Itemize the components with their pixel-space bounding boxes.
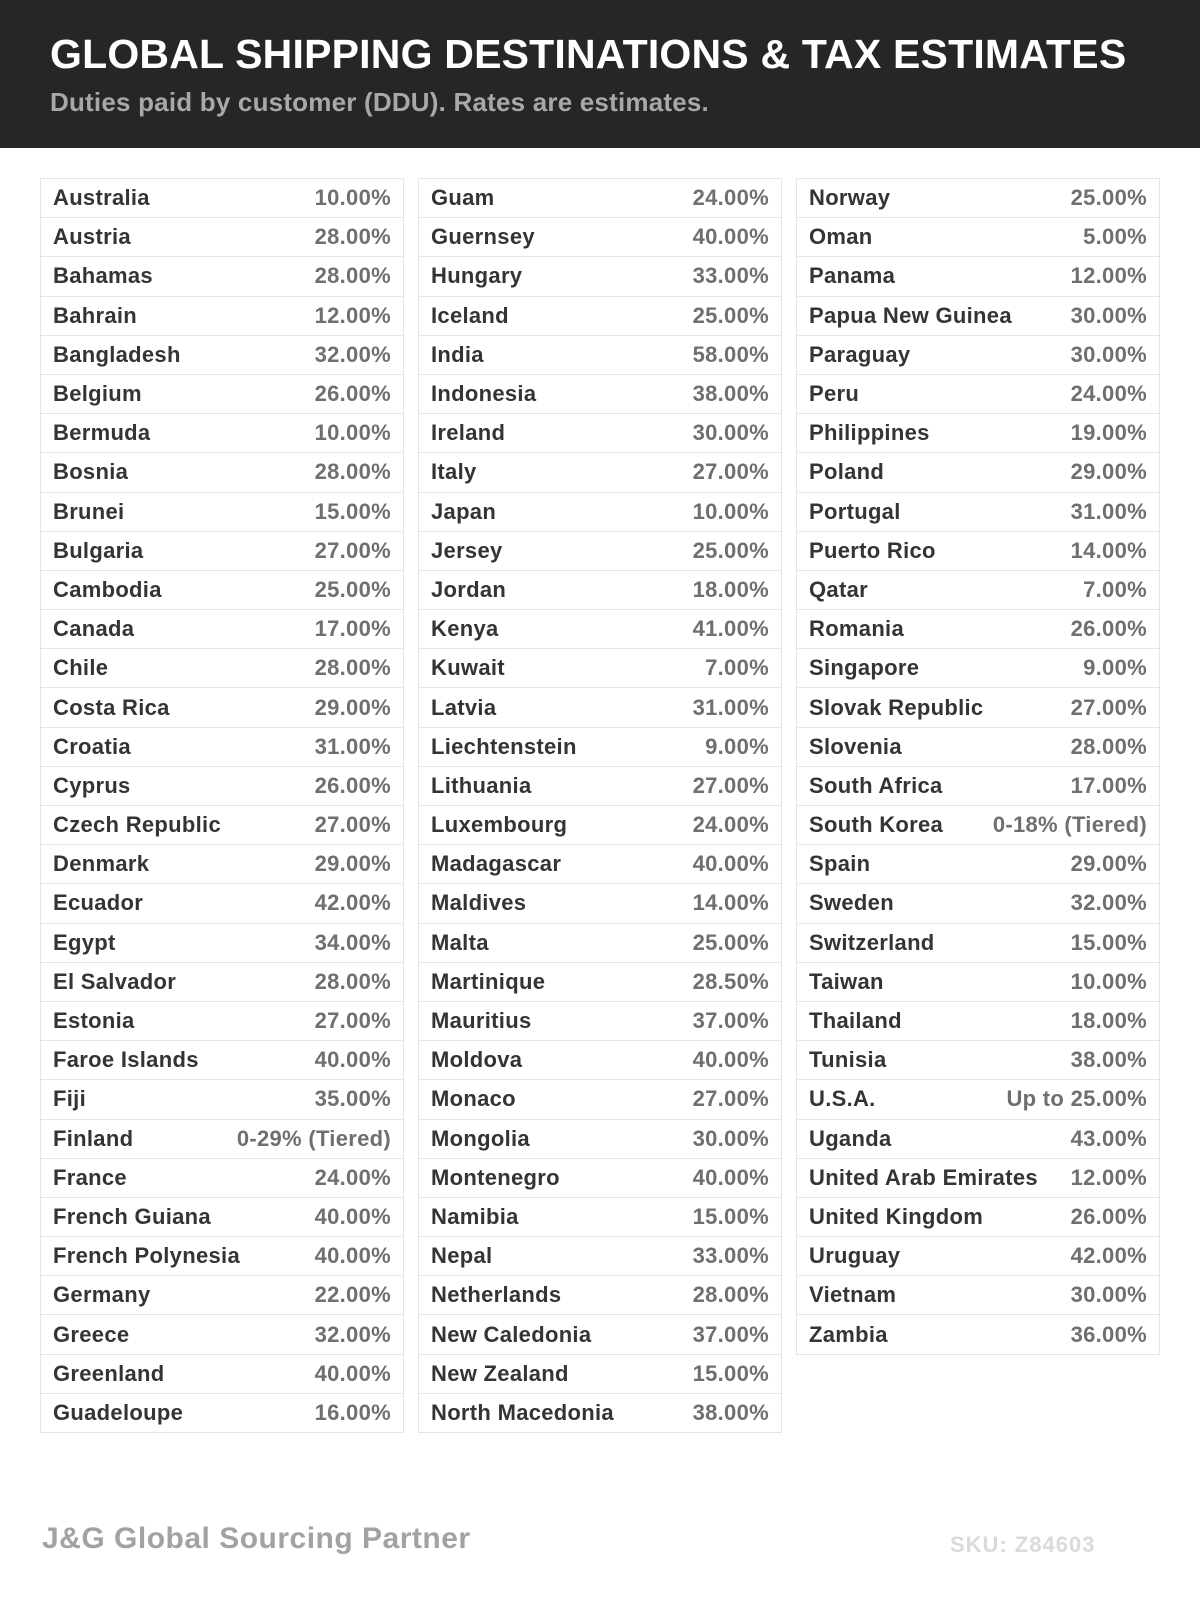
table-row bbox=[797, 1159, 1159, 1198]
table-row bbox=[41, 257, 403, 296]
rate-value: 37.00% bbox=[692, 1321, 769, 1347]
table-row bbox=[797, 1080, 1159, 1119]
table-row bbox=[41, 297, 403, 336]
table-row bbox=[419, 297, 781, 336]
country-name: French Polynesia bbox=[53, 1243, 240, 1269]
country-name: Faroe Islands bbox=[53, 1047, 199, 1073]
country-name: New Zealand bbox=[431, 1360, 569, 1386]
country-name: Luxembourg bbox=[431, 812, 568, 838]
table-row bbox=[797, 1315, 1159, 1354]
country-name: Austria bbox=[53, 224, 131, 250]
country-name: Martinique bbox=[431, 968, 546, 994]
country-name: Australia bbox=[53, 185, 150, 211]
table-row bbox=[419, 688, 781, 727]
table-row bbox=[419, 845, 781, 884]
country-name: Moldova bbox=[431, 1047, 523, 1073]
rate-value: 7.00% bbox=[705, 655, 769, 681]
country-name: South Africa bbox=[809, 772, 943, 798]
rate-value: 14.00% bbox=[1070, 537, 1147, 563]
country-name: Fiji bbox=[53, 1086, 86, 1112]
rate-value: 33.00% bbox=[692, 1243, 769, 1269]
rate-value: 25.00% bbox=[692, 929, 769, 955]
rate-value: 40.00% bbox=[692, 1164, 769, 1190]
rate-value: 28.00% bbox=[314, 263, 391, 289]
rate-value: 28.00% bbox=[692, 1282, 769, 1308]
rate-value: 40.00% bbox=[692, 224, 769, 250]
rate-value: 38.00% bbox=[692, 1399, 769, 1425]
country-name: Croatia bbox=[53, 733, 131, 759]
country-name: Greenland bbox=[53, 1360, 165, 1386]
country-name: Namibia bbox=[431, 1203, 519, 1229]
table-row bbox=[41, 884, 403, 923]
rate-value: 27.00% bbox=[692, 1086, 769, 1112]
table-row bbox=[419, 532, 781, 571]
table-row bbox=[41, 767, 403, 806]
table-row bbox=[797, 767, 1159, 806]
country-name: Ireland bbox=[431, 420, 506, 446]
rate-value: 10.00% bbox=[314, 420, 391, 446]
rate-value: 10.00% bbox=[1070, 968, 1147, 994]
table-row bbox=[797, 688, 1159, 727]
rate-value: 43.00% bbox=[1070, 1125, 1147, 1151]
rate-value: 40.00% bbox=[314, 1243, 391, 1269]
table-row bbox=[797, 257, 1159, 296]
rate-value: 27.00% bbox=[692, 772, 769, 798]
table-row bbox=[41, 179, 403, 218]
country-name: Chile bbox=[53, 655, 109, 681]
country-name: Sweden bbox=[809, 890, 894, 916]
rate-value: 32.00% bbox=[314, 1321, 391, 1347]
country-name: Oman bbox=[809, 224, 873, 250]
table-row bbox=[797, 532, 1159, 571]
country-name: North Macedonia bbox=[431, 1399, 614, 1425]
table-row bbox=[419, 610, 781, 649]
table-row bbox=[419, 924, 781, 963]
rate-value: 29.00% bbox=[1070, 851, 1147, 877]
rate-value: 42.00% bbox=[1070, 1243, 1147, 1269]
table-row bbox=[41, 728, 403, 767]
rate-value: 28.00% bbox=[314, 459, 391, 485]
table-row bbox=[41, 1355, 403, 1394]
rate-value: Up to 25.00% bbox=[1006, 1086, 1147, 1112]
table-row bbox=[41, 453, 403, 492]
table-row bbox=[41, 532, 403, 571]
rate-value: 26.00% bbox=[1070, 616, 1147, 642]
rate-value: 9.00% bbox=[1083, 655, 1147, 681]
table-row bbox=[41, 414, 403, 453]
rate-value: 38.00% bbox=[692, 381, 769, 407]
country-name: Slovak Republic bbox=[809, 694, 984, 720]
country-name: Portugal bbox=[809, 498, 901, 524]
country-name: France bbox=[53, 1164, 127, 1190]
rate-value: 5.00% bbox=[1083, 224, 1147, 250]
country-name: Monaco bbox=[431, 1086, 516, 1112]
table-row bbox=[41, 610, 403, 649]
country-name: New Caledonia bbox=[431, 1321, 592, 1347]
country-name: Lithuania bbox=[431, 772, 532, 798]
rate-value: 40.00% bbox=[314, 1047, 391, 1073]
country-name: Iceland bbox=[431, 302, 509, 328]
rate-value: 10.00% bbox=[692, 498, 769, 524]
table-row bbox=[419, 1002, 781, 1041]
rate-value: 27.00% bbox=[314, 1008, 391, 1034]
rate-value: 27.00% bbox=[692, 459, 769, 485]
rate-value: 15.00% bbox=[692, 1203, 769, 1229]
table-row bbox=[797, 453, 1159, 492]
rate-value: 12.00% bbox=[1070, 263, 1147, 289]
country-name: Belgium bbox=[53, 381, 142, 407]
table-row bbox=[41, 375, 403, 414]
rate-value: 16.00% bbox=[314, 1399, 391, 1425]
table-row bbox=[41, 1159, 403, 1198]
table-row bbox=[41, 1394, 403, 1433]
rates-column-1 bbox=[40, 178, 404, 1433]
country-name: Estonia bbox=[53, 1008, 135, 1034]
country-name: Finland bbox=[53, 1125, 134, 1151]
country-name: Madagascar bbox=[431, 851, 562, 877]
table-row bbox=[797, 336, 1159, 375]
table-row bbox=[41, 1198, 403, 1237]
rate-value: 0-29% (Tiered) bbox=[236, 1125, 391, 1151]
table-row bbox=[41, 1120, 403, 1159]
rate-value: 35.00% bbox=[314, 1086, 391, 1112]
rate-value: 18.00% bbox=[1070, 1008, 1147, 1034]
table-row bbox=[41, 1276, 403, 1315]
rate-value: 28.00% bbox=[314, 968, 391, 994]
rate-value: 30.00% bbox=[1070, 302, 1147, 328]
country-name: Germany bbox=[53, 1282, 151, 1308]
table-row bbox=[419, 1198, 781, 1237]
table-row bbox=[41, 688, 403, 727]
table-row bbox=[419, 1159, 781, 1198]
rate-value: 40.00% bbox=[314, 1203, 391, 1229]
table-row bbox=[419, 453, 781, 492]
country-name: Brunei bbox=[53, 498, 125, 524]
rate-value: 31.00% bbox=[692, 694, 769, 720]
country-name: United Arab Emirates bbox=[809, 1164, 1038, 1190]
country-name: Kuwait bbox=[431, 655, 505, 681]
country-name: Tunisia bbox=[809, 1047, 887, 1073]
header-banner bbox=[0, 0, 1200, 148]
table-row bbox=[797, 414, 1159, 453]
country-name: Vietnam bbox=[809, 1282, 897, 1308]
rate-value: 40.00% bbox=[692, 1047, 769, 1073]
sku-label: SKU: Z84603 bbox=[950, 1532, 1096, 1557]
country-name: Canada bbox=[53, 616, 135, 642]
table-row bbox=[797, 1198, 1159, 1237]
table-row bbox=[419, 1276, 781, 1315]
table-row bbox=[797, 571, 1159, 610]
rates-column-3 bbox=[796, 178, 1160, 1355]
table-row bbox=[419, 649, 781, 688]
country-name: Peru bbox=[809, 381, 860, 407]
country-name: Bangladesh bbox=[53, 341, 181, 367]
table-row bbox=[419, 1041, 781, 1080]
rate-value: 9.00% bbox=[705, 733, 769, 759]
table-row bbox=[797, 179, 1159, 218]
country-name: Liechtenstein bbox=[431, 733, 577, 759]
table-row bbox=[419, 767, 781, 806]
country-name: Egypt bbox=[53, 929, 116, 955]
table-row bbox=[419, 1080, 781, 1119]
rate-value: 27.00% bbox=[314, 537, 391, 563]
country-name: Cyprus bbox=[53, 772, 131, 798]
country-name: Bulgaria bbox=[53, 537, 144, 563]
rate-value: 17.00% bbox=[314, 616, 391, 642]
table-row bbox=[419, 806, 781, 845]
table-row bbox=[41, 924, 403, 963]
rate-value: 26.00% bbox=[314, 381, 391, 407]
country-name: Mauritius bbox=[431, 1008, 532, 1034]
table-row bbox=[419, 336, 781, 375]
country-name: Malta bbox=[431, 929, 489, 955]
rate-value: 30.00% bbox=[692, 1125, 769, 1151]
country-name: Taiwan bbox=[809, 968, 884, 994]
country-name: Puerto Rico bbox=[809, 537, 936, 563]
table-row bbox=[419, 1120, 781, 1159]
rate-value: 30.00% bbox=[1070, 341, 1147, 367]
country-name: Bermuda bbox=[53, 420, 151, 446]
table-row bbox=[419, 571, 781, 610]
rate-value: 25.00% bbox=[1070, 185, 1147, 211]
table-row bbox=[797, 806, 1159, 845]
rate-value: 28.00% bbox=[314, 655, 391, 681]
country-name: Paraguay bbox=[809, 341, 911, 367]
rate-value: 40.00% bbox=[692, 851, 769, 877]
country-name: Jordan bbox=[431, 576, 507, 602]
rate-value: 40.00% bbox=[314, 1360, 391, 1386]
rates-column-2 bbox=[418, 178, 782, 1433]
rate-value: 15.00% bbox=[692, 1360, 769, 1386]
country-name: Indonesia bbox=[431, 381, 537, 407]
rate-value: 14.00% bbox=[692, 890, 769, 916]
country-name: Spain bbox=[809, 851, 871, 877]
table-row bbox=[797, 297, 1159, 336]
country-name: Norway bbox=[809, 185, 891, 211]
country-name: Nepal bbox=[431, 1243, 493, 1269]
country-name: Panama bbox=[809, 263, 896, 289]
table-row bbox=[797, 963, 1159, 1002]
country-name: Italy bbox=[431, 459, 477, 485]
table-row bbox=[797, 493, 1159, 532]
country-name: Japan bbox=[431, 498, 497, 524]
table-row bbox=[41, 1237, 403, 1276]
table-row bbox=[41, 649, 403, 688]
rate-value: 24.00% bbox=[1070, 381, 1147, 407]
rate-value: 12.00% bbox=[1070, 1164, 1147, 1190]
table-row bbox=[419, 218, 781, 257]
table-row bbox=[419, 179, 781, 218]
rate-value: 25.00% bbox=[314, 576, 391, 602]
rate-value: 32.00% bbox=[314, 341, 391, 367]
country-name: U.S.A. bbox=[809, 1086, 876, 1112]
rate-value: 10.00% bbox=[314, 185, 391, 211]
rate-value: 7.00% bbox=[1083, 576, 1147, 602]
country-name: Uruguay bbox=[809, 1243, 901, 1269]
table-row bbox=[797, 728, 1159, 767]
table-row bbox=[797, 375, 1159, 414]
table-row bbox=[797, 610, 1159, 649]
table-row bbox=[797, 1041, 1159, 1080]
page-title: GLOBAL SHIPPING DESTINATIONS & TAX ESTIMATES bbox=[50, 30, 1127, 77]
country-name: Bosnia bbox=[53, 459, 129, 485]
rate-value: 19.00% bbox=[1070, 420, 1147, 446]
rate-value: 34.00% bbox=[314, 929, 391, 955]
country-name: Zambia bbox=[809, 1321, 888, 1347]
rate-value: 28.00% bbox=[1070, 733, 1147, 759]
country-name: United Kingdom bbox=[809, 1203, 984, 1229]
brand-name: J&G Global Sourcing Partner bbox=[42, 1522, 471, 1555]
country-name: El Salvador bbox=[53, 968, 177, 994]
rate-value: 37.00% bbox=[692, 1008, 769, 1034]
country-name: Hungary bbox=[431, 263, 523, 289]
rate-value: 27.00% bbox=[1070, 694, 1147, 720]
country-name: Latvia bbox=[431, 694, 497, 720]
country-name: Switzerland bbox=[809, 929, 935, 955]
table-row bbox=[419, 963, 781, 1002]
country-name: Netherlands bbox=[431, 1282, 562, 1308]
country-name: Greece bbox=[53, 1321, 130, 1347]
rate-value: 25.00% bbox=[692, 537, 769, 563]
table-row bbox=[797, 218, 1159, 257]
table-row bbox=[419, 257, 781, 296]
country-name: Slovenia bbox=[809, 733, 902, 759]
table-row bbox=[41, 493, 403, 532]
rate-value: 42.00% bbox=[314, 890, 391, 916]
rate-value: 25.00% bbox=[692, 302, 769, 328]
country-name: French Guiana bbox=[53, 1203, 211, 1229]
country-name: Denmark bbox=[53, 851, 150, 877]
country-name: Cambodia bbox=[53, 576, 162, 602]
country-name: Thailand bbox=[809, 1008, 902, 1034]
rate-value: 26.00% bbox=[1070, 1203, 1147, 1229]
table-row bbox=[419, 414, 781, 453]
country-name: Kenya bbox=[431, 616, 499, 642]
rate-value: 15.00% bbox=[314, 498, 391, 524]
country-name: Jersey bbox=[431, 537, 503, 563]
country-name: Bahamas bbox=[53, 263, 153, 289]
table-row bbox=[41, 806, 403, 845]
country-name: Romania bbox=[809, 616, 905, 642]
rate-value: 29.00% bbox=[314, 851, 391, 877]
rate-value: 27.00% bbox=[314, 812, 391, 838]
rate-value: 38.00% bbox=[1070, 1047, 1147, 1073]
country-name: Bahrain bbox=[53, 302, 138, 328]
rate-value: 24.00% bbox=[314, 1164, 391, 1190]
table-row bbox=[797, 845, 1159, 884]
rate-value: 12.00% bbox=[314, 302, 391, 328]
country-name: Uganda bbox=[809, 1125, 892, 1151]
country-name: Poland bbox=[809, 459, 885, 485]
table-row bbox=[41, 1002, 403, 1041]
table-row bbox=[419, 884, 781, 923]
country-name: Costa Rica bbox=[53, 694, 170, 720]
rate-value: 29.00% bbox=[314, 694, 391, 720]
rates-table bbox=[40, 178, 1160, 1433]
rate-value: 15.00% bbox=[1070, 929, 1147, 955]
table-row bbox=[419, 728, 781, 767]
rate-value: 41.00% bbox=[692, 616, 769, 642]
rate-value: 18.00% bbox=[692, 576, 769, 602]
table-row bbox=[41, 1080, 403, 1119]
rate-value: 31.00% bbox=[1070, 498, 1147, 524]
rate-value: 24.00% bbox=[692, 812, 769, 838]
rate-value: 28.00% bbox=[314, 224, 391, 250]
country-name: Maldives bbox=[431, 890, 527, 916]
rate-value: 29.00% bbox=[1070, 459, 1147, 485]
country-name: India bbox=[431, 341, 484, 367]
rate-value: 31.00% bbox=[314, 733, 391, 759]
rate-value: 36.00% bbox=[1070, 1321, 1147, 1347]
table-row bbox=[41, 845, 403, 884]
table-row bbox=[41, 336, 403, 375]
table-row bbox=[419, 493, 781, 532]
country-name: Ecuador bbox=[53, 890, 144, 916]
table-row bbox=[797, 1276, 1159, 1315]
table-row bbox=[41, 963, 403, 1002]
rate-value: 32.00% bbox=[1070, 890, 1147, 916]
country-name: Qatar bbox=[809, 576, 868, 602]
table-row bbox=[41, 1041, 403, 1080]
country-name: Guam bbox=[431, 185, 495, 211]
table-row bbox=[797, 1002, 1159, 1041]
table-row bbox=[41, 218, 403, 257]
table-row bbox=[419, 1355, 781, 1394]
rate-value: 26.00% bbox=[314, 772, 391, 798]
table-row bbox=[797, 1237, 1159, 1276]
rate-value: 30.00% bbox=[692, 420, 769, 446]
table-row bbox=[797, 1120, 1159, 1159]
table-row bbox=[41, 1315, 403, 1354]
rate-value: 17.00% bbox=[1070, 772, 1147, 798]
country-name: Guadeloupe bbox=[53, 1399, 184, 1425]
table-row bbox=[419, 375, 781, 414]
table-row bbox=[419, 1237, 781, 1276]
country-name: Czech Republic bbox=[53, 812, 222, 838]
country-name: Papua New Guinea bbox=[809, 302, 1012, 328]
rate-value: 22.00% bbox=[314, 1282, 391, 1308]
rate-value: 58.00% bbox=[692, 341, 769, 367]
rate-value: 33.00% bbox=[692, 263, 769, 289]
country-name: South Korea bbox=[809, 812, 944, 838]
table-row bbox=[797, 884, 1159, 923]
table-row bbox=[41, 571, 403, 610]
table-row bbox=[419, 1315, 781, 1354]
country-name: Mongolia bbox=[431, 1125, 530, 1151]
rate-value: 30.00% bbox=[1070, 1282, 1147, 1308]
country-name: Philippines bbox=[809, 420, 930, 446]
table-row bbox=[797, 924, 1159, 963]
rate-value: 24.00% bbox=[692, 185, 769, 211]
country-name: Singapore bbox=[809, 655, 920, 681]
country-name: Guernsey bbox=[431, 224, 535, 250]
country-name: Montenegro bbox=[431, 1164, 560, 1190]
table-row bbox=[797, 649, 1159, 688]
table-row bbox=[419, 1394, 781, 1433]
rate-value: 28.50% bbox=[692, 968, 769, 994]
rate-value: 0-18% (Tiered) bbox=[992, 812, 1147, 838]
page-subtitle: Duties paid by customer (DDU). Rates are estimates. bbox=[50, 86, 709, 117]
